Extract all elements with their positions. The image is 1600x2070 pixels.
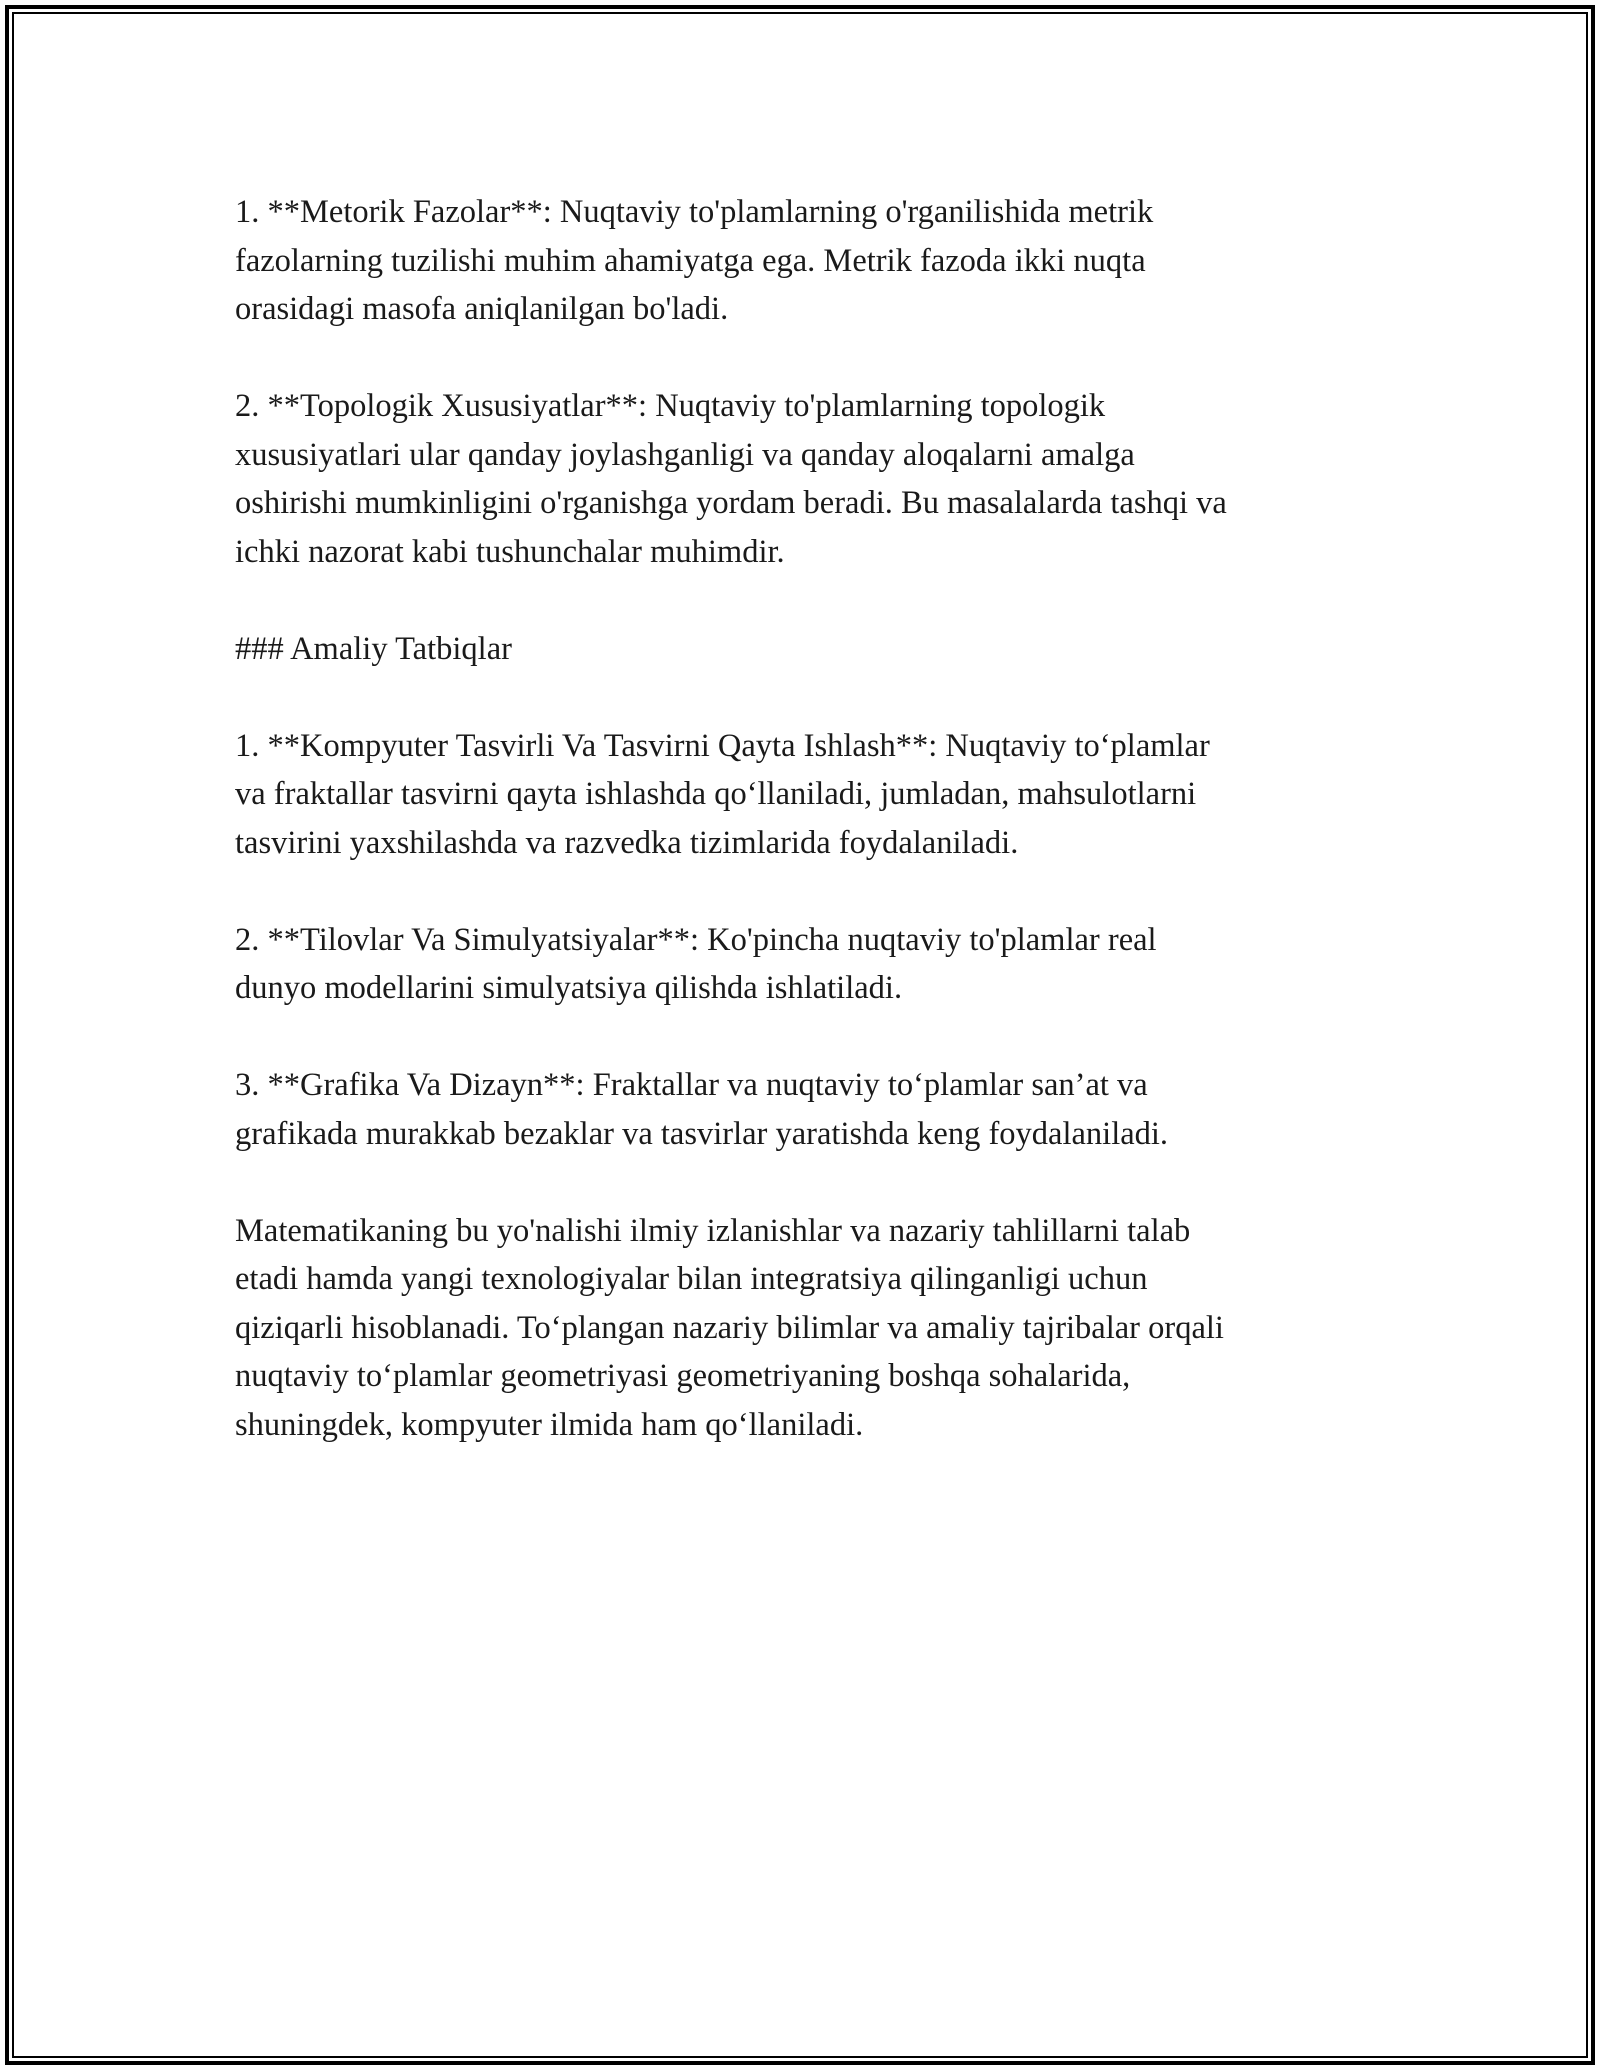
section-heading-applications: ### Amaliy Tatbiqlar [235, 630, 512, 667]
paragraph-conclusion: Matematikaning bu yo'nalishi ilmiy izlanishlar va nazariy tahlillarni talab etadi hamda yangi texnologiyalar bilan integratsiya qilinganligi uchun qiziqarli hisoblanadi. To‘plangan nazariy bilimlar va amaliy tajribalar orqali nuqtaviy to‘plamlar geometriyasi geometriyaning boshqa sohalarida, shuningdek, kompyuter ilmida ham qo‘llaniladi. [235, 1212, 1224, 1443]
paragraph-metric-spaces: 1. **Metorik Fazolar**: Nuqtaviy to'plamlarning o'rganilishida metrik fazolarning tuzilishi muhim ahamiyatga ega. Metrik fazoda ikki nuqta orasidagi masofa aniqlanilgan bo'ladi. [235, 194, 1154, 327]
paragraph-image-processing: 1. **Kompyuter Tasvirli Va Tasvirni Qayta Ishlash**: Nuqtaviy to‘plamlar va fraktallar tasvirni qayta ishlashda qo‘llaniladi, jumladan, mahsulotlarni tasvirini yaxshilashda va razvedka tizimlarida foydalaniladi. [235, 727, 1210, 861]
document-body [235, 188, 1365, 1449]
paragraph-graphics-design: 3. **Grafika Va Dizayn**: Fraktallar va nuqtaviy to‘plamlar san’at va grafikada murakkab bezaklar va tasvirlar yaratishda keng foydalaniladi. [235, 1067, 1169, 1152]
paragraph-topological-properties: 2. **Topologik Xususiyatlar**: Nuqtaviy to'plamlarning topologik xususiyatlari ular qanday joylashganligi va qanday aloqalarni amalga oshirishi mumkinligini o'rganishga yordam beradi. Bu masalalarda tashqi va ichki nazorat kabi tushunchalar muhimdir. [235, 388, 1227, 570]
paragraph-simulations: 2. **Tilovlar Va Simulyatsiyalar**: Ko'pincha nuqtaviy to'plamlar real dunyo modellarini simulyatsiya qilishda ishlatiladi. [235, 921, 1157, 1006]
